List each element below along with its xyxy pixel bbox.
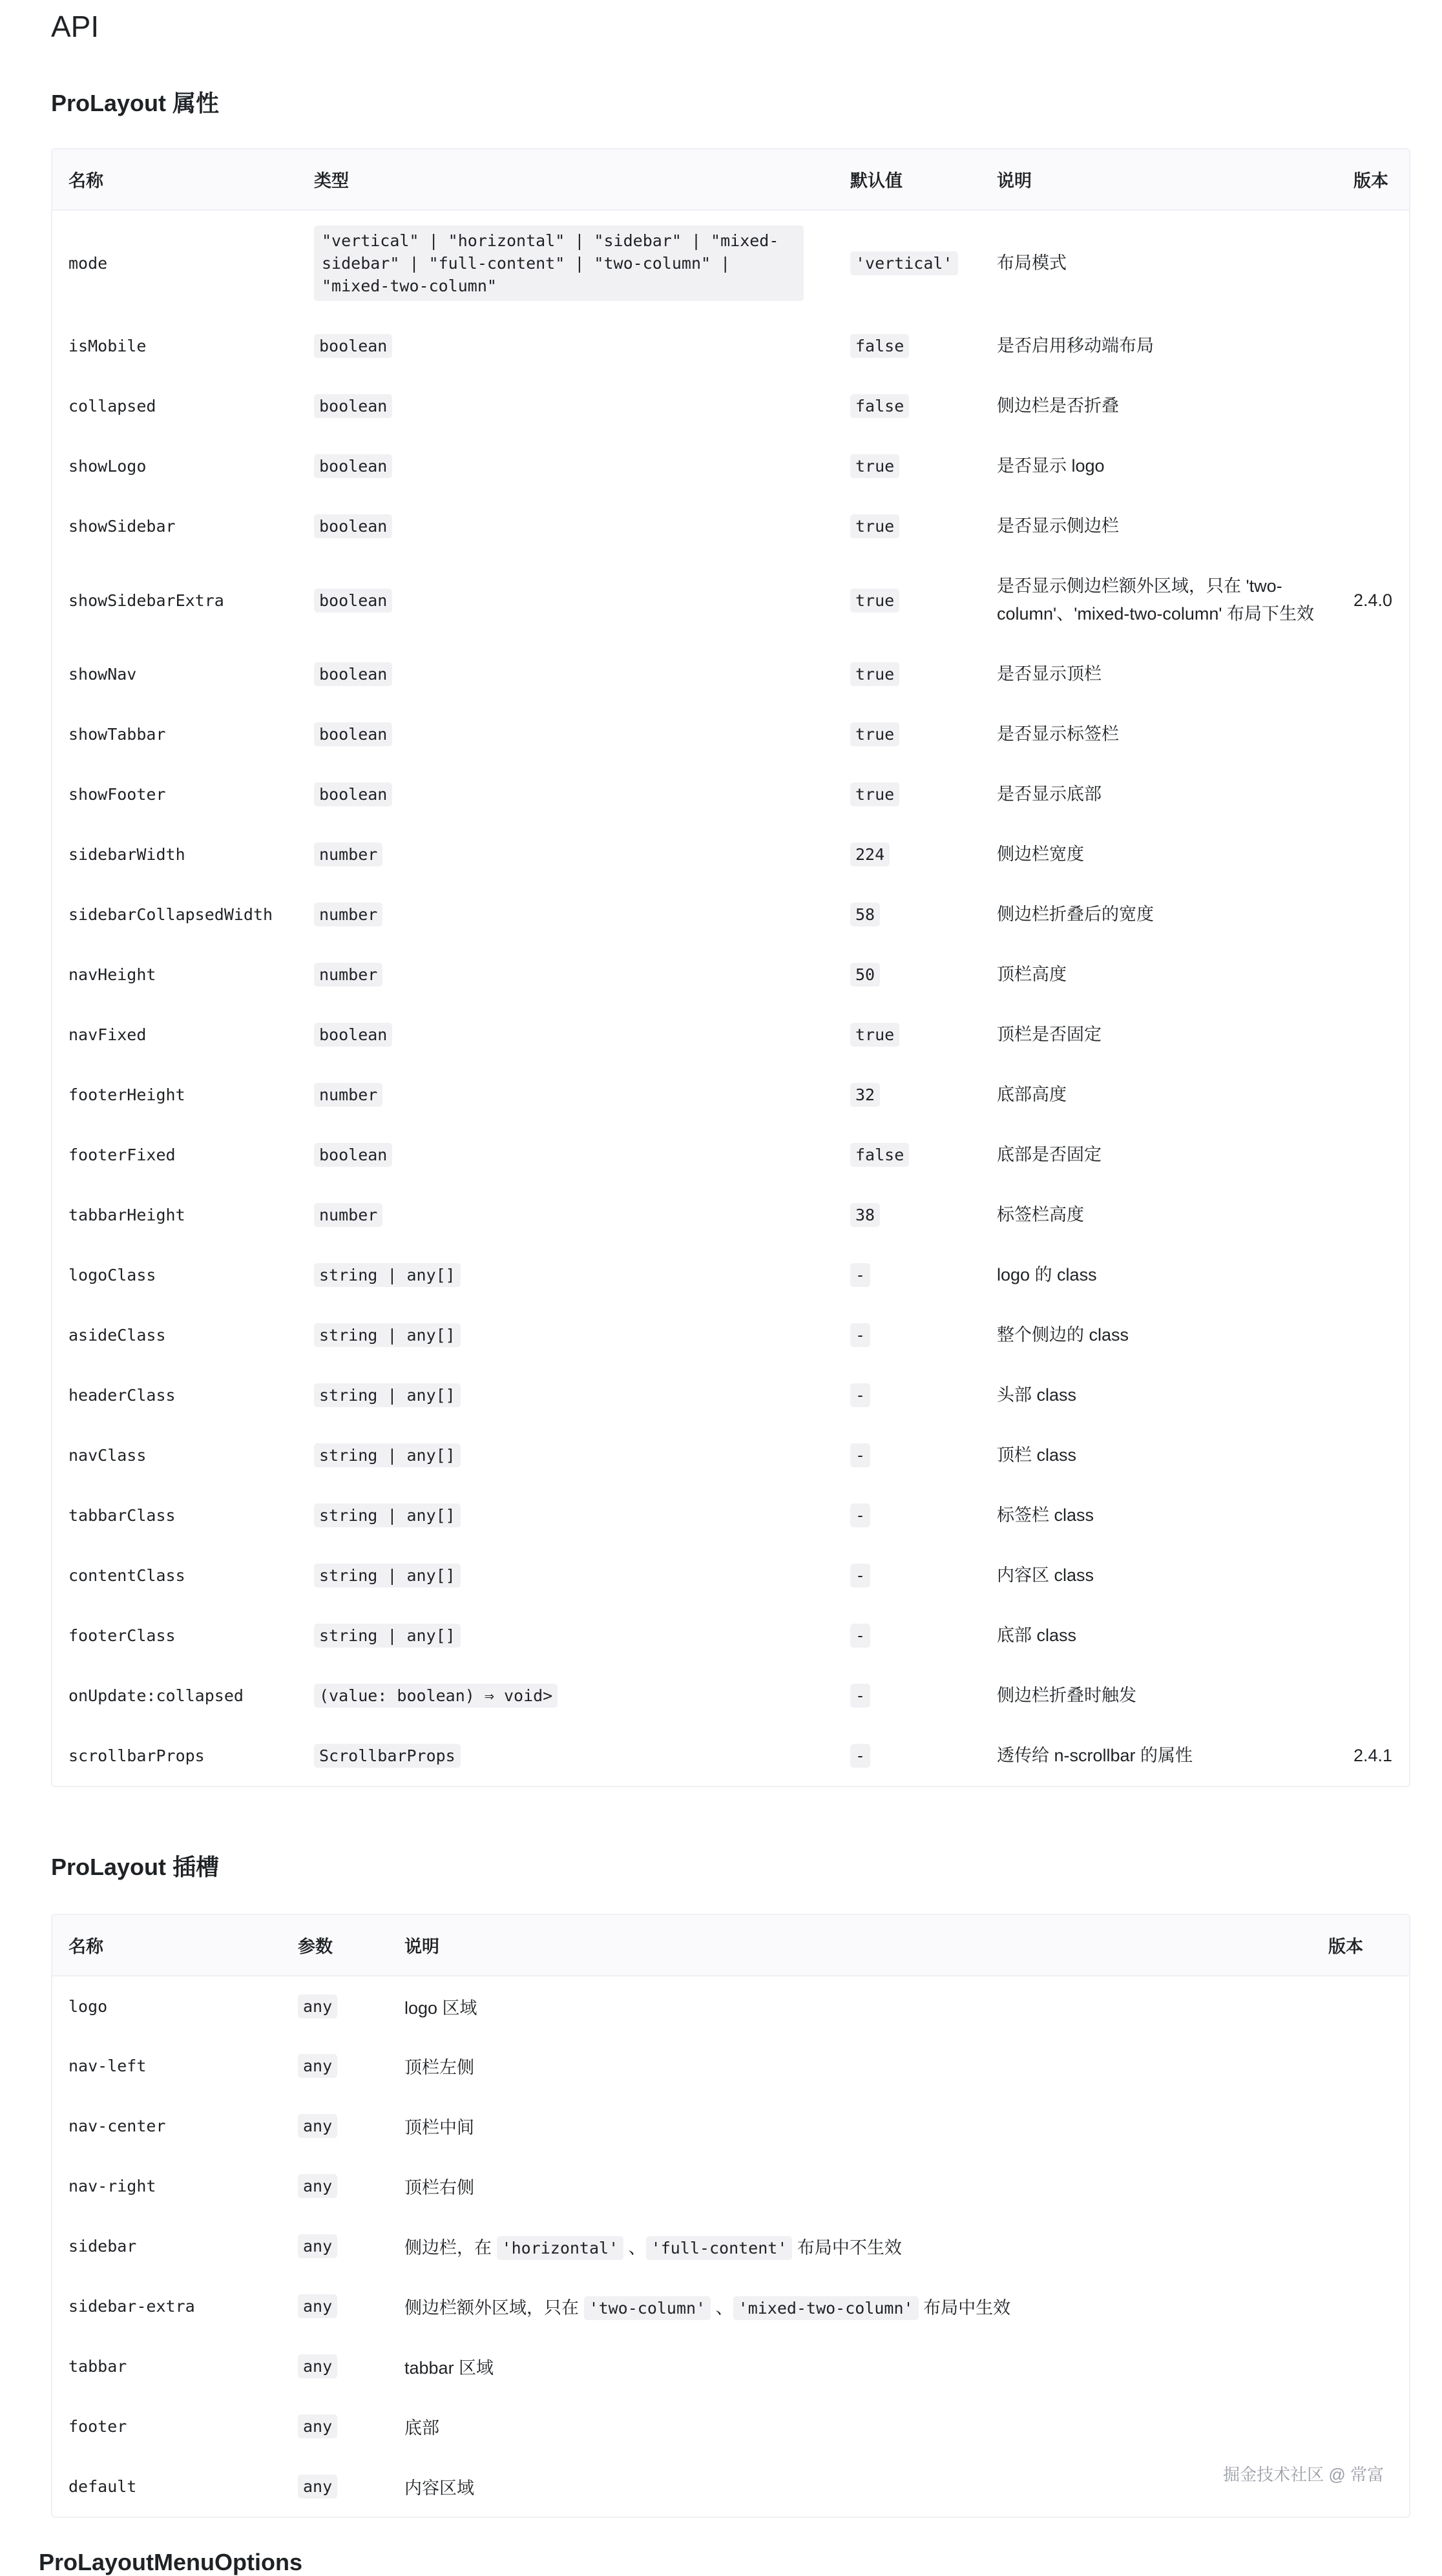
props-table-row	[52, 1065, 1409, 1125]
prop-type-cell	[298, 1666, 834, 1726]
prop-type-cell	[298, 436, 834, 496]
prop-type-cell	[298, 556, 834, 644]
desc-text: 内容区域	[404, 2478, 474, 2498]
prop-name: logoClass	[68, 1266, 156, 1284]
prop-version	[1337, 1485, 1409, 1545]
prop-version	[1337, 824, 1409, 885]
prop-name: navClass	[68, 1446, 147, 1465]
prop-default: 224	[850, 843, 890, 866]
prop-type: string | any[]	[314, 1383, 461, 1407]
slot-version	[1312, 2396, 1409, 2456]
inline-code: 'two-column'	[584, 2296, 711, 2320]
slot-param: any	[298, 2414, 337, 2438]
prop-default: false	[850, 334, 909, 358]
slot-param: any	[298, 2354, 337, 2378]
prop-default-cell	[834, 945, 981, 1005]
prop-description: 底部 class	[997, 1626, 1077, 1645]
slot-version	[1312, 1976, 1409, 2036]
prop-description: 是否启用移动端布局	[997, 336, 1154, 355]
prop-name: showSidebar	[68, 517, 176, 536]
col-header-description: 说明	[981, 149, 1337, 210]
prop-description: 侧边栏宽度	[997, 844, 1084, 864]
desc-text: 、	[711, 2298, 733, 2318]
desc-text: 、	[623, 2238, 646, 2257]
prop-description: 布局模式	[997, 253, 1067, 273]
prop-default-cell	[834, 764, 981, 824]
slots-table-header	[52, 1915, 1409, 1976]
prop-type-cell	[298, 1606, 834, 1666]
prop-description: 头部 class	[997, 1385, 1077, 1405]
prop-default-cell	[834, 644, 981, 704]
prop-default: -	[850, 1624, 870, 1648]
slots-table-row	[52, 2276, 1409, 2336]
prop-type-cell	[298, 704, 834, 764]
page-title: API	[51, 10, 99, 43]
prop-name: navHeight	[68, 965, 156, 984]
prop-version	[1337, 1365, 1409, 1425]
prop-name: tabbarClass	[68, 1506, 176, 1525]
prop-default-cell	[834, 1005, 981, 1065]
props-table-row	[52, 1666, 1409, 1726]
prop-default: 32	[850, 1083, 880, 1107]
prop-description: 顶栏是否固定	[997, 1025, 1102, 1044]
prop-type: ScrollbarProps	[314, 1744, 461, 1768]
props-table-row	[52, 885, 1409, 945]
prop-default-cell	[834, 704, 981, 764]
prop-version	[1337, 1425, 1409, 1485]
prop-version	[1337, 1545, 1409, 1606]
prop-default-cell	[834, 556, 981, 644]
prop-name: showSidebarExtra	[68, 591, 224, 610]
prop-type-cell	[298, 496, 834, 556]
col-header-params: 参数	[282, 1915, 388, 1976]
prop-type-cell	[298, 316, 834, 376]
prop-description: 底部是否固定	[997, 1145, 1102, 1164]
prop-description: 是否显示标签栏	[997, 724, 1119, 744]
prop-type: boolean	[314, 394, 392, 418]
props-table-row	[52, 1606, 1409, 1666]
prop-description: 内容区 class	[997, 1565, 1094, 1585]
prop-version	[1337, 1005, 1409, 1065]
prop-type: boolean	[314, 334, 392, 358]
prop-type-cell	[298, 885, 834, 945]
prop-version	[1337, 945, 1409, 1005]
slot-description	[388, 2456, 1312, 2517]
slot-param-cell	[282, 2396, 388, 2456]
slots-table-row	[52, 2336, 1409, 2396]
prop-version	[1337, 1666, 1409, 1726]
slot-version	[1312, 2336, 1409, 2396]
prop-description: 标签栏高度	[997, 1205, 1084, 1224]
prop-default-cell	[834, 376, 981, 436]
prop-version	[1337, 1065, 1409, 1125]
prop-description: 标签栏 class	[997, 1505, 1094, 1525]
prop-type: number	[314, 903, 382, 927]
prop-type-cell	[298, 1545, 834, 1606]
props-table-row	[52, 644, 1409, 704]
prop-name: navFixed	[68, 1025, 147, 1044]
slot-param-cell	[282, 2276, 388, 2336]
prop-type: string | any[]	[314, 1503, 461, 1527]
prop-default: false	[850, 394, 909, 418]
prop-description: logo 的 class	[997, 1265, 1097, 1284]
prop-version	[1337, 210, 1409, 316]
col-header-type: 类型	[298, 149, 834, 210]
prop-name: contentClass	[68, 1566, 185, 1585]
slot-param: any	[298, 2234, 337, 2258]
props-table-row	[52, 1125, 1409, 1185]
prop-default-cell	[834, 1606, 981, 1666]
props-table-row	[52, 1365, 1409, 1425]
prop-name: sidebarCollapsedWidth	[68, 905, 273, 924]
prop-type: string | any[]	[314, 1624, 461, 1648]
slot-description	[388, 2156, 1312, 2216]
slot-name: sidebar	[68, 2237, 137, 2256]
prop-description: 侧边栏折叠时触发	[997, 1686, 1136, 1705]
prop-default: true	[850, 722, 899, 746]
prop-description: 侧边栏是否折叠	[997, 396, 1119, 415]
slot-param: any	[298, 2054, 337, 2078]
prop-default-cell	[834, 210, 981, 316]
props-table-row	[52, 496, 1409, 556]
prop-default: -	[850, 1564, 870, 1587]
slot-version	[1312, 2036, 1409, 2096]
prop-default: -	[850, 1263, 870, 1287]
prop-name: footerClass	[68, 1626, 176, 1645]
slot-name: nav-center	[68, 2117, 166, 2135]
slot-name: footer	[68, 2417, 127, 2436]
prop-version	[1337, 376, 1409, 436]
prop-name: onUpdate:collapsed	[68, 1686, 244, 1705]
prop-name: collapsed	[68, 397, 156, 415]
desc-text: 顶栏中间	[404, 2118, 474, 2137]
prop-default-cell	[834, 1726, 981, 1786]
prop-name: showNav	[68, 665, 137, 684]
prop-version: 2.4.1	[1353, 1746, 1393, 1765]
prop-default-cell	[834, 1666, 981, 1726]
prop-type-cell	[298, 1726, 834, 1786]
slot-param: any	[298, 2294, 337, 2318]
prop-default-cell	[834, 1425, 981, 1485]
props-table-row	[52, 436, 1409, 496]
prop-type-cell	[298, 1065, 834, 1125]
prop-description: 顶栏 class	[997, 1445, 1077, 1465]
prop-version	[1337, 885, 1409, 945]
slot-param-cell	[282, 1976, 388, 2036]
props-table-row	[52, 1726, 1409, 1786]
slot-param-cell	[282, 2036, 388, 2096]
prop-type-cell	[298, 824, 834, 885]
prop-default: 50	[850, 963, 880, 987]
slot-param-cell	[282, 2456, 388, 2517]
prop-description: 是否显示底部	[997, 784, 1102, 804]
desc-text: 侧边栏额外区域，只在	[404, 2298, 584, 2318]
props-table-row	[52, 210, 1409, 316]
prop-type: number	[314, 963, 382, 987]
props-table-row	[52, 376, 1409, 436]
prop-default-cell	[834, 885, 981, 945]
props-table-row	[52, 556, 1409, 644]
prop-type: boolean	[314, 1023, 392, 1047]
props-table-row	[52, 945, 1409, 1005]
prop-type: boolean	[314, 514, 392, 538]
props-section-title: ProLayout 属性	[51, 90, 220, 116]
props-table-row	[52, 1485, 1409, 1545]
col-header-version: 版本	[1312, 1915, 1409, 1976]
prop-default: -	[850, 1503, 870, 1527]
slot-param-cell	[282, 2156, 388, 2216]
desc-text: tabbar 区域	[404, 2358, 494, 2378]
prop-default-cell	[834, 1065, 981, 1125]
prop-default: -	[850, 1383, 870, 1407]
props-table-header	[52, 149, 1409, 210]
props-table-row	[52, 1005, 1409, 1065]
prop-type-cell	[298, 945, 834, 1005]
prop-type-cell	[298, 1305, 834, 1365]
prop-type: boolean	[314, 662, 392, 686]
slots-table-row	[52, 2396, 1409, 2456]
prop-type-cell	[298, 1185, 834, 1245]
col-header-version: 版本	[1337, 149, 1409, 210]
desc-text: 侧边栏，在	[404, 2238, 497, 2257]
prop-version	[1337, 764, 1409, 824]
prop-type-cell	[298, 1005, 834, 1065]
prop-type: boolean	[314, 722, 392, 746]
inline-code: 'full-content'	[646, 2236, 793, 2260]
prop-type: string | any[]	[314, 1564, 461, 1587]
prop-type-cell	[298, 1425, 834, 1485]
prop-description: 整个侧边的 class	[997, 1325, 1129, 1345]
prop-version	[1337, 1245, 1409, 1305]
props-table-row	[52, 1305, 1409, 1365]
prop-version	[1337, 704, 1409, 764]
prop-default-cell	[834, 1365, 981, 1425]
slot-name: tabbar	[68, 2357, 127, 2376]
props-table-row	[52, 1245, 1409, 1305]
prop-default: true	[850, 662, 899, 686]
prop-default-cell	[834, 436, 981, 496]
slot-param: any	[298, 2174, 337, 2198]
desc-text: 布局中生效	[918, 2298, 1011, 2318]
slots-table-row	[52, 2216, 1409, 2276]
prop-name: tabbarHeight	[68, 1206, 185, 1224]
prop-default-cell	[834, 1545, 981, 1606]
prop-description: 侧边栏折叠后的宽度	[997, 905, 1154, 924]
slot-param: any	[298, 1995, 337, 2018]
slot-name: default	[68, 2477, 137, 2496]
prop-type: string | any[]	[314, 1443, 461, 1467]
prop-default-cell	[834, 1245, 981, 1305]
prop-type-cell	[298, 1365, 834, 1425]
inline-code: 'horizontal'	[497, 2236, 624, 2260]
prop-version	[1337, 1606, 1409, 1666]
prop-default: -	[850, 1684, 870, 1708]
prop-type: string | any[]	[314, 1263, 461, 1287]
slot-description	[388, 1976, 1312, 2036]
prop-type: boolean	[314, 589, 392, 613]
prop-default-cell	[834, 316, 981, 376]
prop-default: true	[850, 589, 899, 613]
prop-description: 底部高度	[997, 1085, 1067, 1104]
prop-default: -	[850, 1744, 870, 1768]
props-table-row	[52, 1425, 1409, 1485]
slot-name: logo	[68, 1996, 108, 2016]
props-table	[51, 148, 1410, 1787]
prop-type: number	[314, 1203, 382, 1227]
prop-version	[1337, 496, 1409, 556]
prop-default-cell	[834, 496, 981, 556]
prop-description: 顶栏高度	[997, 965, 1067, 984]
slot-param-cell	[282, 2216, 388, 2276]
prop-default: 'vertical'	[850, 251, 958, 275]
prop-version	[1337, 1305, 1409, 1365]
prop-default: true	[850, 1023, 899, 1047]
prop-version: 2.4.0	[1353, 590, 1393, 610]
slot-description	[388, 2336, 1312, 2396]
prop-version	[1337, 1185, 1409, 1245]
desc-text: logo 区域	[404, 1998, 477, 2018]
prop-version	[1337, 436, 1409, 496]
prop-default-cell	[834, 1185, 981, 1245]
props-table-row	[52, 704, 1409, 764]
prop-name: showTabbar	[68, 725, 166, 744]
slots-table-row	[52, 1976, 1409, 2036]
prop-type-cell	[298, 764, 834, 824]
slot-version	[1312, 2156, 1409, 2216]
desc-text: 底部	[404, 2418, 439, 2438]
prop-name: footerHeight	[68, 1085, 185, 1104]
prop-default: true	[850, 782, 899, 806]
prop-version	[1337, 644, 1409, 704]
prop-type: string | any[]	[314, 1323, 461, 1347]
watermark: 掘金技术社区 @ 常富	[1223, 2465, 1384, 2484]
prop-default: -	[850, 1323, 870, 1347]
slot-param: any	[298, 2114, 337, 2138]
prop-default: 38	[850, 1203, 880, 1227]
prop-default: true	[850, 454, 899, 478]
prop-type-cell	[298, 644, 834, 704]
prop-description: 是否显示侧边栏	[997, 516, 1119, 536]
slot-description	[388, 2096, 1312, 2156]
slot-version	[1312, 2216, 1409, 2276]
slot-param: any	[298, 2475, 337, 2498]
prop-default: false	[850, 1143, 909, 1167]
prop-description: 是否显示侧边栏额外区域，只在 'two-column'、'mixed-two-column' 布局下生效	[997, 576, 1315, 623]
prop-default-cell	[834, 1485, 981, 1545]
prop-name: mode	[68, 254, 108, 273]
slot-version	[1312, 2096, 1409, 2156]
desc-text: 顶栏左侧	[404, 2058, 474, 2077]
prop-default: 58	[850, 903, 880, 927]
col-header-name: 名称	[52, 1915, 282, 1976]
slots-section-title: ProLayout 插槽	[51, 1854, 220, 1880]
slot-param-cell	[282, 2096, 388, 2156]
slots-table-row	[52, 2156, 1409, 2216]
props-table-row	[52, 764, 1409, 824]
prop-default: true	[850, 514, 899, 538]
slot-description	[388, 2276, 1312, 2336]
slots-table-row	[52, 2036, 1409, 2096]
prop-type-cell	[298, 376, 834, 436]
slot-name: sidebar-extra	[68, 2297, 195, 2316]
slot-name: nav-left	[68, 2057, 147, 2075]
prop-name: headerClass	[68, 1386, 176, 1405]
prop-name: footerFixed	[68, 1146, 176, 1164]
prop-version	[1337, 316, 1409, 376]
prop-description: 透传给 n-scrollbar 的属性	[997, 1746, 1193, 1765]
prop-type: boolean	[314, 454, 392, 478]
prop-type: number	[314, 843, 382, 866]
slot-description	[388, 2036, 1312, 2096]
props-table-row	[52, 824, 1409, 885]
prop-type-cell	[298, 210, 834, 316]
slot-version	[1312, 2276, 1409, 2336]
slots-table	[51, 1914, 1410, 2518]
prop-type: boolean	[314, 782, 392, 806]
props-table-row	[52, 316, 1409, 376]
prop-type: number	[314, 1083, 382, 1107]
prop-name: asideClass	[68, 1326, 166, 1345]
inline-code: 'mixed-two-column'	[733, 2296, 919, 2320]
prop-description: 是否显示 logo	[997, 456, 1105, 476]
props-table-row	[52, 1545, 1409, 1606]
next-section-title-partial: ProLayoutMenuOptions	[39, 2549, 302, 2575]
prop-name: showFooter	[68, 785, 166, 804]
prop-type-cell	[298, 1245, 834, 1305]
prop-type: (value: boolean) ⇒ void>	[314, 1684, 558, 1708]
slots-table-row	[52, 2096, 1409, 2156]
desc-text: 顶栏右侧	[404, 2178, 474, 2197]
prop-type: boolean	[314, 1143, 392, 1167]
prop-name: scrollbarProps	[68, 1746, 205, 1765]
prop-default: -	[850, 1443, 870, 1467]
slot-name: nav-right	[68, 2177, 156, 2195]
props-table-row	[52, 1185, 1409, 1245]
col-header-default: 默认值	[834, 149, 981, 210]
col-header-name: 名称	[52, 149, 298, 210]
prop-type: "vertical" | "horizontal" | "sidebar" | "mixed-sidebar" | "full-content" | "two-column" | "mixed-two-column"	[314, 225, 804, 301]
prop-name: isMobile	[68, 337, 147, 355]
prop-version	[1337, 1125, 1409, 1185]
prop-default-cell	[834, 1305, 981, 1365]
prop-description: 是否显示顶栏	[997, 664, 1102, 684]
prop-type-cell	[298, 1485, 834, 1545]
col-header-description: 说明	[388, 1915, 1312, 1976]
prop-type-cell	[298, 1125, 834, 1185]
slot-param-cell	[282, 2336, 388, 2396]
desc-text: 布局中不生效	[792, 2238, 902, 2257]
slot-description	[388, 2396, 1312, 2456]
prop-name: showLogo	[68, 457, 147, 476]
prop-name: sidebarWidth	[68, 845, 185, 864]
prop-default-cell	[834, 1125, 981, 1185]
slot-description	[388, 2216, 1312, 2276]
slots-table-row	[52, 2456, 1409, 2517]
prop-default-cell	[834, 824, 981, 885]
